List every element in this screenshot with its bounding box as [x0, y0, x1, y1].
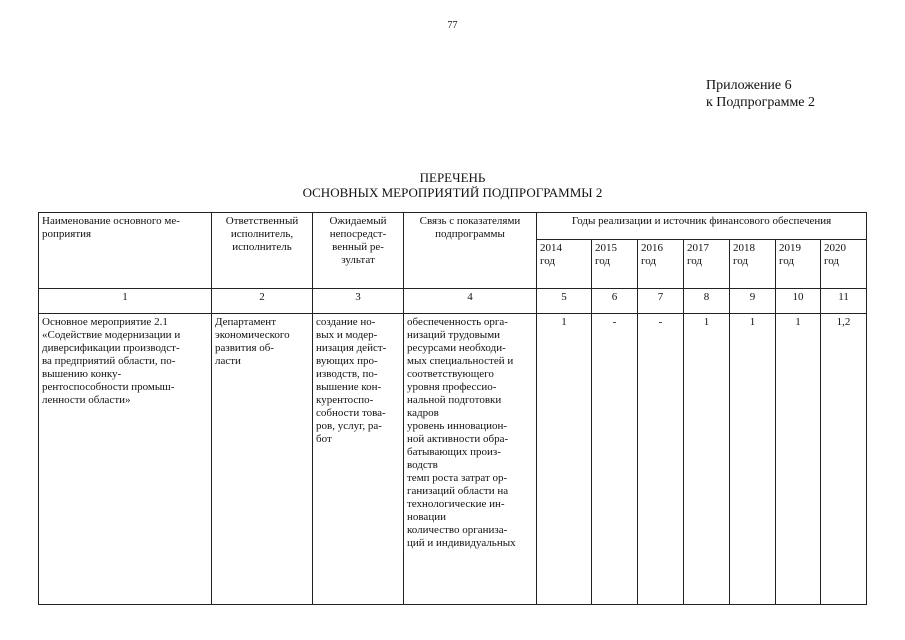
column-number: 8: [684, 289, 730, 314]
text-line: ресурсами необходи-: [407, 342, 506, 354]
value-2020: 1,2: [821, 314, 867, 605]
appendix-line-1: Приложение 6: [706, 78, 792, 93]
header-year-2014: 2014 год: [537, 240, 592, 289]
header-row: [39, 213, 867, 240]
text-line: исполнитель,: [230, 228, 294, 240]
measures-table: [38, 212, 867, 605]
header-year-2016: 2016 год: [638, 240, 684, 289]
text-line: Ожидаемый: [329, 215, 387, 227]
text-line: количество организа-: [407, 524, 508, 536]
header-indicators: [404, 213, 537, 289]
text-line: «Содействие модернизации и: [42, 329, 181, 341]
text-line: экономического: [215, 329, 290, 341]
page-number: 77: [447, 20, 458, 31]
column-number: 3: [313, 289, 404, 314]
text-line: изводств, по-: [316, 368, 378, 380]
text-line: темп роста затрат ор-: [407, 472, 508, 484]
text-line: вышение кон-: [316, 381, 382, 393]
text-line: технологические ин-: [407, 498, 505, 510]
header-year-2015: 2015 год: [592, 240, 638, 289]
text-line: ва предприятий области, по-: [42, 355, 176, 367]
value-2015: -: [592, 314, 638, 605]
text-line: рентоспособности промыш-: [42, 381, 175, 393]
text-line: водств: [407, 459, 438, 471]
text-line: развития об-: [215, 342, 275, 354]
document-title: [0, 170, 905, 200]
text-line: Наименование основного ме-: [42, 215, 180, 227]
value-2014: 1: [537, 314, 592, 605]
text-line: ций и индивидуальных: [407, 537, 516, 549]
header-years-group: Годы реализации и источник финансового обеспечения: [537, 213, 867, 240]
text-line: уровня профессио-: [407, 381, 497, 393]
column-number: 1: [39, 289, 212, 314]
text-line: ласти: [215, 355, 241, 367]
text-line: батывающих произ-: [407, 446, 501, 458]
title-line-1: ПЕРЕЧЕНЬ: [419, 170, 486, 185]
value-2019: 1: [776, 314, 821, 605]
column-number: 9: [730, 289, 776, 314]
header-year-2019: 2019 год: [776, 240, 821, 289]
text-line: ров, услуг, ра-: [316, 420, 382, 432]
text-line: зультат: [341, 254, 375, 266]
text-line: уровень инновацион-: [407, 420, 508, 432]
expected-result: [313, 314, 404, 605]
text-line: кадров: [407, 407, 439, 419]
text-line: мых специальностей и: [407, 355, 514, 367]
text-line: Связь с показателями: [419, 215, 521, 227]
value-2017: 1: [684, 314, 730, 605]
value-2016: -: [638, 314, 684, 605]
column-number: 6: [592, 289, 638, 314]
text-line: соответствующего: [407, 368, 494, 380]
header-expected-result: [313, 213, 404, 289]
text-line: подпрограммы: [435, 228, 505, 240]
column-number-row: [39, 289, 867, 314]
text-line: венный ре-: [332, 241, 384, 253]
table-row: [39, 314, 867, 605]
text-line: собности това-: [316, 407, 386, 419]
text-line: роприятия: [42, 228, 92, 240]
text-line: ной активности обра-: [407, 433, 509, 445]
appendix-line-2: к Подпрограмме 2: [706, 95, 816, 110]
text-line: ганизаций области на: [407, 485, 509, 497]
text-line: обеспеченность орга-: [407, 316, 508, 328]
indicators-link: [404, 314, 537, 605]
column-number: 11: [821, 289, 867, 314]
text-line: курентоспо-: [316, 394, 374, 406]
text-line: вующих про-: [316, 355, 378, 367]
header-name: [39, 213, 212, 289]
header-year-2020: 2020 год: [821, 240, 867, 289]
column-number: 10: [776, 289, 821, 314]
value-2018: 1: [730, 314, 776, 605]
text-line: исполнитель: [232, 241, 292, 253]
text-line: бот: [316, 433, 332, 445]
header-year-2017: 2017 год: [684, 240, 730, 289]
text-line: непосредст-: [329, 228, 387, 240]
text-line: ленности области»: [42, 394, 131, 406]
header-year-2018: 2018 год: [730, 240, 776, 289]
appendix-label: [706, 77, 815, 111]
column-number: 7: [638, 289, 684, 314]
measure-name: [39, 314, 212, 605]
header-responsible: [212, 213, 313, 289]
text-line: Основное мероприятие 2.1: [42, 316, 168, 328]
text-line: Департамент: [215, 316, 277, 328]
text-line: низаций трудовыми: [407, 329, 501, 341]
text-line: новации: [407, 511, 446, 523]
text-line: вых и модер-: [316, 329, 378, 341]
column-number: 5: [537, 289, 592, 314]
text-line: вышению конку-: [42, 368, 122, 380]
text-line: создание но-: [316, 316, 376, 328]
text-line: Ответственный: [225, 215, 299, 227]
text-line: нальной подготовки: [407, 394, 502, 406]
column-number: 2: [212, 289, 313, 314]
title-line-2: ОСНОВНЫХ МЕРОПРИЯТИЙ ПОДПРОГРАММЫ 2: [302, 185, 603, 200]
column-number: 4: [404, 289, 537, 314]
text-line: низация дейст-: [316, 342, 387, 354]
responsible-executor: [212, 314, 313, 605]
text-line: диверсификации производст-: [42, 342, 180, 354]
